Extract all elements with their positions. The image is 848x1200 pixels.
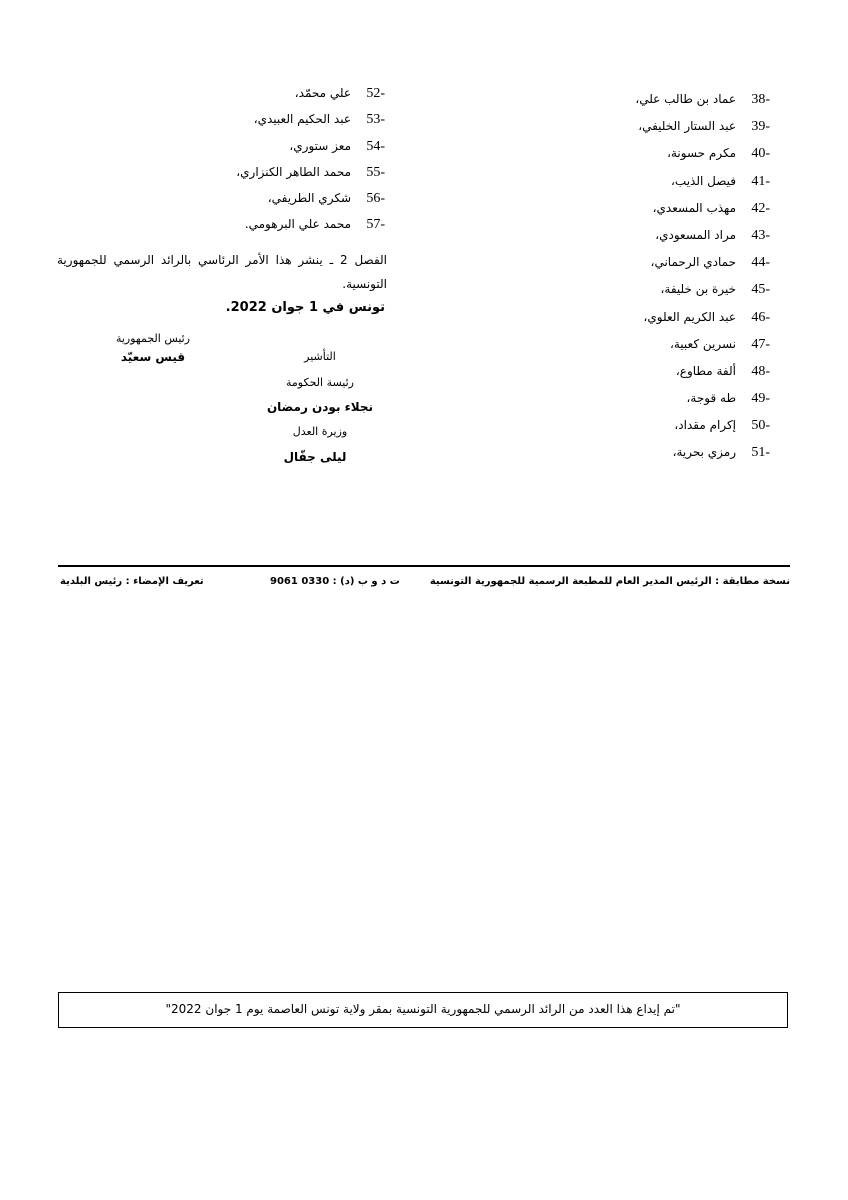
- item-name: رمزي بحرية،: [672, 445, 736, 460]
- item-name: مراد المسعودي،: [655, 227, 736, 242]
- item-number: -46: [751, 309, 770, 325]
- item-number: -45: [751, 282, 770, 298]
- list-item: [610, 168, 770, 195]
- item-number: -38: [751, 92, 770, 107]
- list-item: [610, 140, 770, 167]
- pm-title: رئيسة الحكومة: [286, 376, 354, 389]
- list-item: [610, 86, 770, 113]
- item-number: -40: [751, 146, 770, 162]
- item-number: -43: [751, 227, 770, 243]
- item-name: خيرة بن خليفة،: [660, 282, 736, 297]
- visa-label: التأشير: [304, 350, 336, 363]
- item-number: -56: [366, 191, 385, 207]
- list-item: [610, 412, 770, 439]
- item-name: محمد علي البرهومي.: [244, 217, 351, 232]
- item-name: محمد الطاهر الكنزاري،: [236, 164, 351, 179]
- item-name: مهذب المسعدي،: [652, 200, 736, 215]
- footer-signature-cert: تعريف الإمضاء : رئيس البلدية: [60, 576, 204, 587]
- list-item: [610, 113, 770, 140]
- pm-name: نجلاء بودن رمضان: [266, 400, 374, 414]
- item-number: -48: [751, 363, 770, 379]
- item-name: علي محمّد،: [294, 86, 351, 100]
- appointees-list-right: [610, 86, 770, 467]
- item-number: -51: [751, 445, 770, 461]
- list-item: [610, 439, 770, 466]
- list-item: [610, 222, 770, 249]
- chapter-2-text: الفصل 2 ـ ينشر هذا الأمر الرئاسي بالرائد الرسمي للجمهورية التونسية.: [57, 253, 388, 291]
- list-item: [170, 106, 385, 132]
- item-number: -57: [366, 217, 385, 233]
- item-number: -42: [751, 200, 770, 216]
- president-title: رئيس الجمهورية: [115, 332, 191, 345]
- item-number: -44: [751, 255, 770, 271]
- item-number: -39: [751, 119, 770, 135]
- item-number: -53: [366, 112, 385, 128]
- list-item: [610, 249, 770, 276]
- item-number: -41: [751, 173, 770, 189]
- president-name: قيس سعيّد: [120, 350, 186, 364]
- item-number: -52: [366, 86, 385, 101]
- item-number: -47: [751, 336, 770, 352]
- item-name: طه قوجة،: [686, 391, 736, 406]
- list-item: [610, 385, 770, 412]
- appointees-list-left: [170, 80, 385, 238]
- item-name: مكرم حسونة،: [667, 146, 736, 161]
- item-number: -55: [366, 164, 385, 180]
- list-item: [170, 133, 385, 159]
- signing-date: تونس في 1 جوان 2022.: [225, 300, 385, 315]
- item-name: ألفة مطاوع،: [675, 363, 736, 378]
- list-item: [170, 211, 385, 237]
- footer-divider: [58, 565, 790, 567]
- deposit-notice: "تم إيداع هذا العدد من الرائد الرسمي للجمهورية التونسية بمقر ولاية تونس العاصمة يوم 1 جوان 2022": [58, 992, 788, 1028]
- justice-title: وزيرة العدل: [292, 425, 348, 438]
- item-name: عماد بن طالب علي،: [635, 92, 736, 106]
- item-name: نسرين كعبية،: [669, 336, 736, 351]
- list-item: [610, 276, 770, 303]
- list-item: [610, 195, 770, 222]
- item-number: -54: [366, 138, 385, 154]
- list-item: [610, 358, 770, 385]
- justice-name: ليلى جفّال: [283, 450, 347, 464]
- footer-copy-note: نسخة مطابقة : الرئيس المدير العام للمطبعة الرسمية للجمهورية التونسية: [429, 576, 790, 587]
- list-item: [170, 80, 385, 106]
- list-item: [170, 159, 385, 185]
- list-item: [170, 185, 385, 211]
- item-name: إكرام مقداد،: [674, 418, 736, 433]
- item-number: -50: [751, 418, 770, 434]
- item-name: عبد الستار الخليفي،: [638, 119, 736, 134]
- list-item: [610, 331, 770, 358]
- item-name: عبد الكريم العلوي،: [643, 309, 736, 324]
- list-item: [610, 304, 770, 331]
- item-name: معز ستوري،: [289, 138, 351, 153]
- item-name: عبد الحكيم العبيدي،: [253, 112, 351, 127]
- item-name: فيصل الذيب،: [671, 173, 736, 188]
- footer-tax-id: ت د و ب (د) : 0330 9061: [270, 576, 400, 587]
- item-name: حمادي الرحماني،: [650, 255, 736, 270]
- item-name: شكري الطريفي،: [267, 191, 351, 206]
- item-number: -49: [751, 391, 770, 407]
